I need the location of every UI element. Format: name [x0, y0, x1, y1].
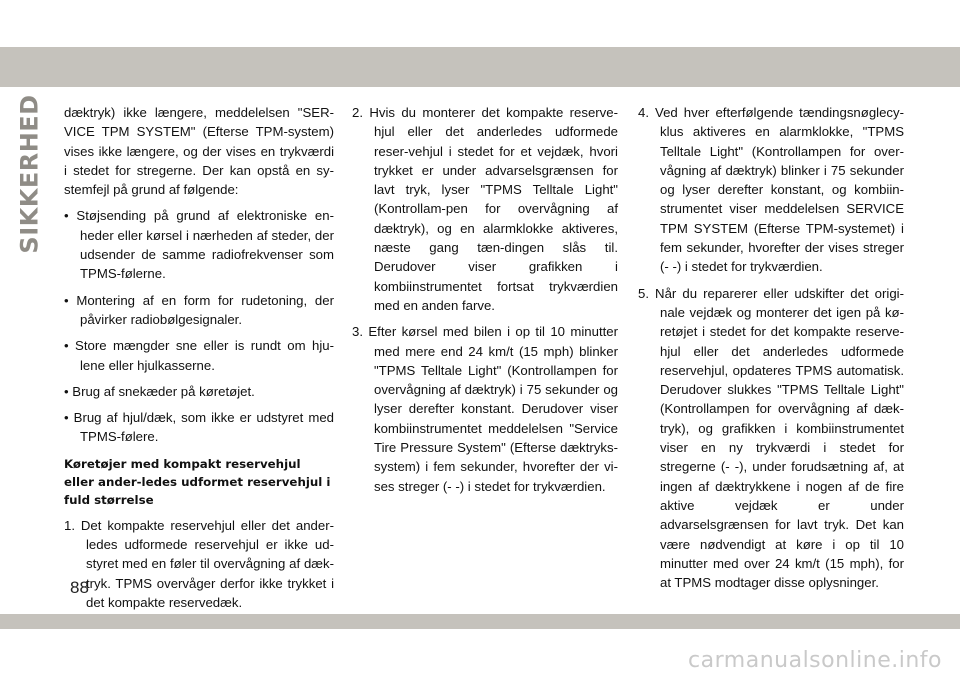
footer-band — [0, 614, 960, 629]
text-column-3 — [638, 103, 904, 592]
bullet-item: • Brug af hjul/dæk, som ikke er udstyret med TPMS-følere. — [64, 410, 334, 445]
intro-paragraph: dæktryk) ikke længere, meddelelsen "SER-VICE TPM SYSTEM" (Efterse TPM-system) vises ikke længere, og der vises en trykværdi i stedet for stregerne. Der kan opstå en sy-stemfejl på grund af følgende: — [64, 105, 334, 198]
section-tab — [14, 94, 46, 254]
bullet-item: • Brug af snekæder på køretøjet. — [64, 383, 255, 399]
section-heading: Køretøjer med kompakt reservehjul eller ander-ledes udformet reservehjul i fuld størrelse — [64, 456, 331, 507]
header-band — [0, 47, 960, 87]
numbered-item-2: 2. Hvis du monterer det kompakte reserve-hjul eller det anderledes udformede reser-vehjul i stedet for et vejdæk, hvori trykket er under advarselsgrænsen for lavt tryk, lyser "TPMS Telltale Light" (Kontrollam-pen for overvågning af dæktryk), og en alarmklokke aktiveres, næste gang tæn-dingen slås til. Derudover viser grafikken i kombiinstrumentet fortsat trykværdien med en anden farve. — [352, 105, 618, 313]
text-column-2 — [352, 103, 618, 496]
watermark: carmanualsonline.info — [688, 648, 942, 673]
page-number: 88 — [70, 578, 89, 597]
bullet-item: • Støjsending på grund af elektroniske en-heder eller kørsel i nærheden af steder, der udsender de samme radiofrekvenser som TPMS-følerne. — [64, 208, 334, 282]
text-column-1 — [64, 103, 334, 612]
numbered-item-3: 3. Efter kørsel med bilen i op til 10 minutter med mere end 24 km/t (15 mph) blinker "TPMS Telltale Light" (Kontrollampen for overvågning af dæktryk) i 75 sekunder og lyser derefter konstant. Derudover viser kombiinstrumentet meddelelsen "Service Tire Pressure System" (Efterse dæktryks-system) i fem sekunder, hvorefter der vi-ses streger (- -) i stedet for trykværdien. — [352, 324, 618, 494]
numbered-item-4: 4. Ved hver efterfølgende tændingsnøglecy-klus aktiveres en alarmklokke, "TPMS Telltale Light" (Kontrollampen for over-vågning af dæktryk) blinker i 75 sekunder og lyser derefter konstant, og kombiin-strumentet viser meddelelsen SERVICE TPM SYSTEM (Efterse TPM-systemet) i fem sekunder, hvorefter der vises streger (- -) i stedet for trykværdien. — [638, 105, 904, 275]
numbered-item-1: 1. Det kompakte reservehjul eller det ander-ledes udformede reservehjul er ikke ud-styret med en føler til overvågning af dæk-tryk. TPMS overvåger derfor ikke trykket i det kompakte reservedæk. — [64, 517, 334, 610]
numbered-item-5: 5. Når du reparerer eller udskifter det origi-nale vejdæk og monterer det igen på kø-retøjet i stedet for det kompakte reserve-hjul eller det anderledes udformede reservehjul, opdateres TPMS automatisk. Derudover slukkes "TPMS Telltale Light" (Kontrollampen for overvågning af dæk-tryk), og grafikken i kombiinstrumentet viser en ny trykværdi i stedet for stregerne (- -), under forudsætning af, at ingen af dæktrykkene i nogen af de fire aktive vejdæk er under advarselsgrænsen for lavt tryk. Det kan være nødvendigt at køre i op til 10 minutter med over 24 km/t (15 mph), for at TPMS modtager disse oplysninger. — [638, 285, 904, 591]
bullet-item: • Montering af en form for rudetoning, der påvirker radiobølgesignaler. — [64, 292, 334, 327]
bullet-item: • Store mængder sne eller is rundt om hju-lene eller hjulkasserne. — [64, 338, 334, 373]
section-tab-label: SIKKERHED — [16, 94, 44, 254]
